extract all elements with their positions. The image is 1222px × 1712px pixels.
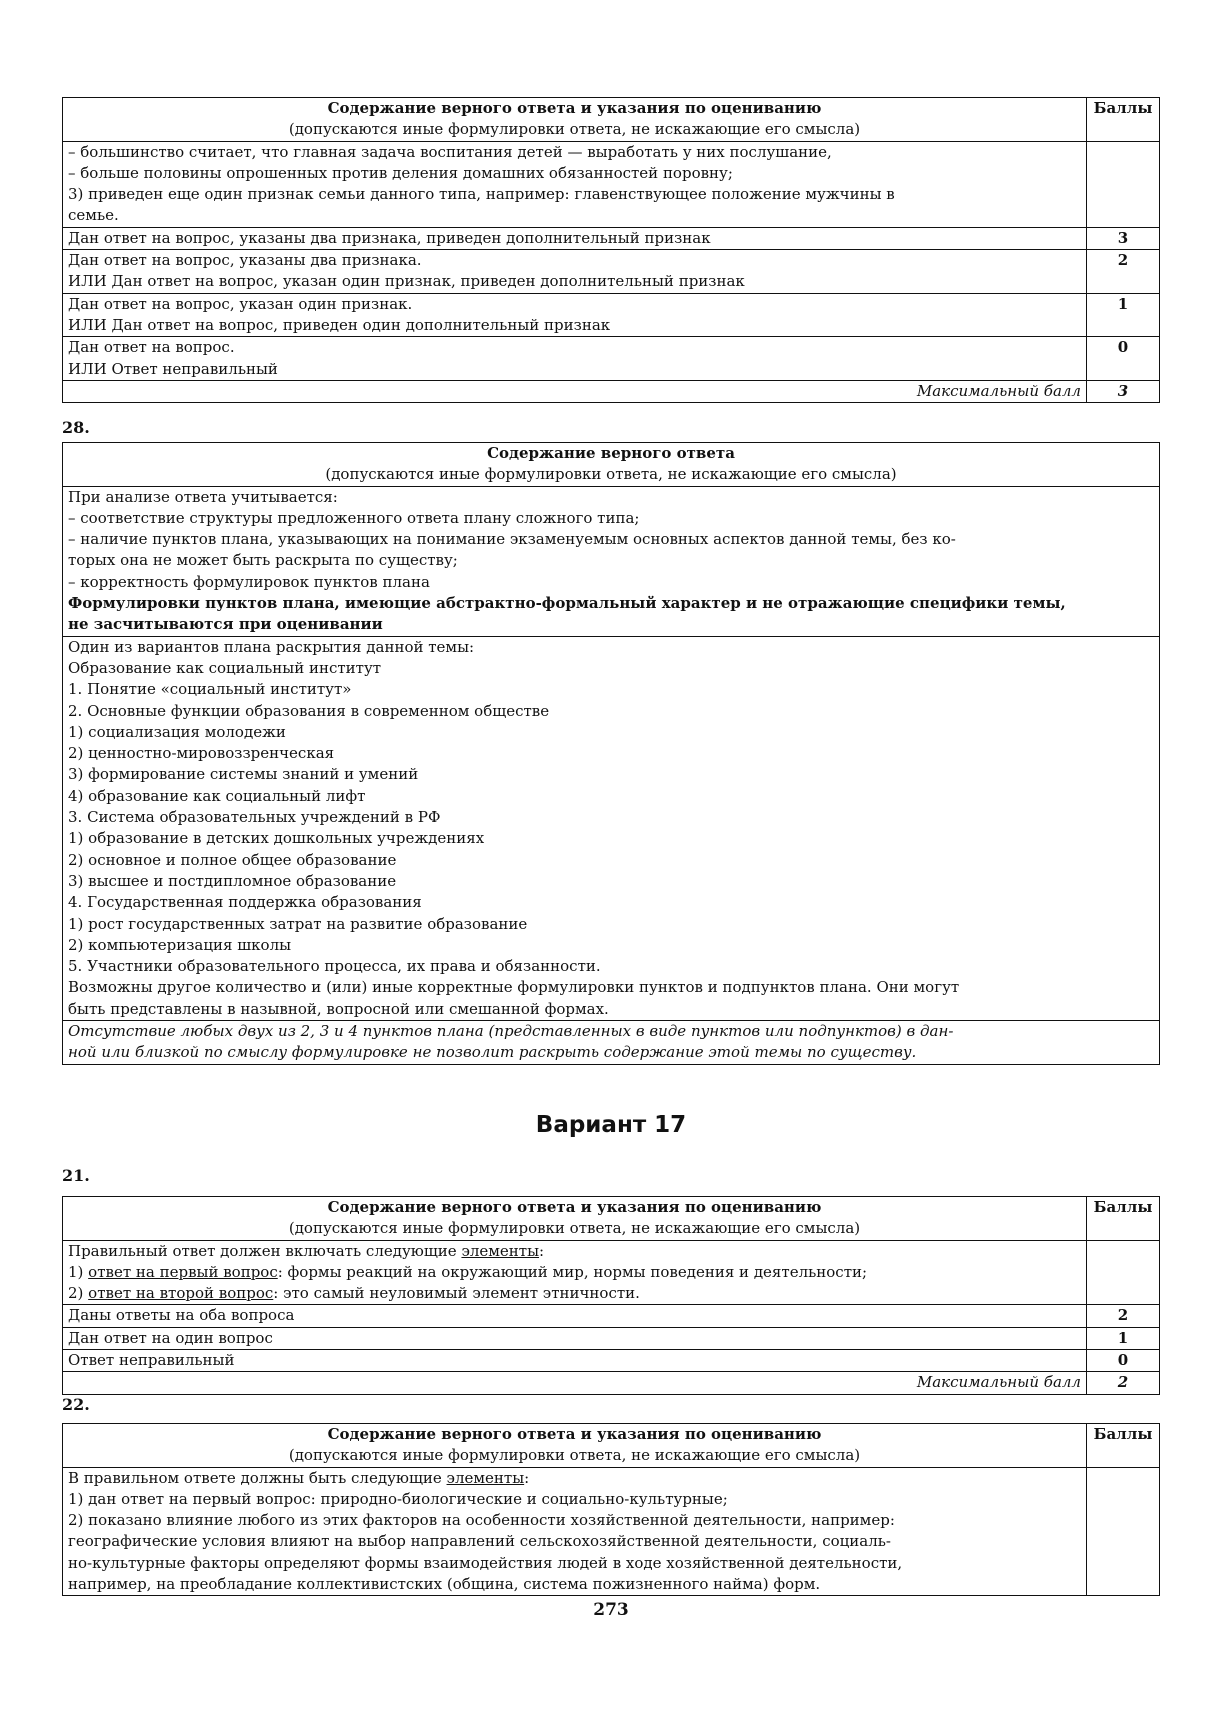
content-line: быть представлены в назывной, вопросной или смешанной формах.	[68, 999, 609, 1018]
max-score-label: Максимальный балл	[63, 1372, 1087, 1394]
content-line: Дан ответ на вопрос, указаны два признака, приведен дополнительный признак	[68, 228, 711, 247]
text-segment: В правильном ответе должны быть следующие	[68, 1468, 447, 1487]
header-cell	[63, 98, 1087, 142]
table-header-row	[63, 1197, 1160, 1241]
content-cell	[63, 227, 1087, 249]
content-line: например, на преобладание коллективистских (община, система пожизненного найма) форм.	[68, 1575, 821, 1594]
task-number-22: 22.	[62, 1395, 90, 1414]
header-title: Содержание верного ответа и указания по оцениванию	[327, 1425, 822, 1443]
table-row	[63, 141, 1160, 227]
table-header-row	[63, 443, 1160, 487]
content-line	[68, 1283, 1081, 1304]
scoring-table	[62, 1196, 1160, 1395]
content-cell	[63, 1240, 1087, 1305]
content-line: Дан ответ на один вопрос	[68, 1328, 273, 1347]
text-segment: :	[524, 1468, 530, 1487]
header-subtitle: (допускаются иные формулировки ответа, не искажающие его смысла)	[288, 1446, 861, 1465]
header-title: Содержание верного ответа и указания по оцениванию	[327, 1198, 822, 1216]
table-header-row	[63, 1424, 1160, 1468]
content-line: Дан ответ на вопрос, указан один признак.	[68, 294, 413, 313]
content-line: 3) приведен еще один признак семьи данного типа, например: главенствующее положение мужчины в	[68, 185, 895, 204]
content-line: Дан ответ на вопрос, указаны два признака.	[68, 251, 422, 270]
max-score-row	[63, 380, 1160, 402]
content-line: 5. Участники образовательного процесса, их права и обязанности.	[68, 957, 601, 976]
points-cell	[1087, 1240, 1160, 1305]
header-subtitle: (допускаются иные формулировки ответа, не искажающие его смысла)	[325, 465, 897, 484]
content-line: Один из вариантов плана раскрытия данной темы:	[68, 637, 475, 656]
task-number-21: 21.	[62, 1166, 90, 1185]
content-line: ИЛИ Дан ответ на вопрос, приведен один дополнительный признак	[68, 315, 611, 334]
content-line: но-культурные факторы определяют формы взаимодействия людей в ходе хозяйственной деятельности,	[68, 1553, 903, 1572]
table-row	[63, 1305, 1160, 1327]
content-line: ной или близкой по смыслу формулировке не позволит раскрыть содержание этой темы по существу.	[68, 1043, 917, 1062]
content-cell	[63, 1350, 1087, 1372]
content-cell	[63, 1327, 1087, 1349]
header-subtitle: (допускаются иные формулировки ответа, не искажающие его смысла)	[288, 120, 861, 139]
content-line: – соответствие структуры предложенного ответа плану сложного типа;	[68, 508, 640, 527]
content-cell	[63, 293, 1087, 337]
content-cell	[63, 250, 1087, 294]
table-header-row	[63, 98, 1160, 142]
content-cell	[63, 337, 1087, 381]
content-line: – корректность формулировок пунктов плана	[68, 572, 430, 591]
table-row	[63, 227, 1160, 249]
table-row	[63, 293, 1160, 337]
content-cell	[63, 1021, 1160, 1065]
content-line: Отсутствие любых двух из 2, 3 и 4 пунктов плана (представленных в виде пунктов или подпунктов) в дан-	[68, 1022, 954, 1041]
content-line: 3) высшее и постдипломное образование	[68, 871, 397, 890]
points-column-header: Баллы	[1087, 1197, 1160, 1241]
table-row	[63, 1240, 1160, 1305]
max-score-value: 2	[1087, 1372, 1160, 1394]
content-line: Дан ответ на вопрос.	[68, 338, 235, 357]
content-line: 2) основное и полное общее образование	[68, 850, 397, 869]
text-segment: 2)	[68, 1284, 89, 1303]
content-cell	[63, 1467, 1087, 1596]
content-line: 1) рост государственных затрат на развитие образование	[68, 914, 528, 933]
content-line: ИЛИ Ответ неправильный	[68, 359, 278, 378]
header-title: Содержание верного ответа и указания по оцениванию	[327, 99, 822, 117]
content-line: 1) образование в детских дошкольных учреждениях	[68, 829, 485, 848]
header-subtitle: (допускаются иные формулировки ответа, не искажающие его смысла)	[288, 1219, 861, 1238]
underlined-text: ответ на первый вопрос	[88, 1262, 278, 1281]
content-line: 4) образование как социальный лифт	[68, 786, 366, 805]
content-line: 3) формирование системы знаний и умений	[68, 765, 419, 784]
table-row	[63, 486, 1160, 636]
content-line: Даны ответы на оба вопроса	[68, 1306, 295, 1325]
table-row	[63, 337, 1160, 381]
scoring-table	[62, 442, 1160, 1065]
content-line: При анализе ответа учитывается:	[68, 487, 338, 506]
points-cell: 1	[1087, 1327, 1160, 1349]
content-line: Возможны другое количество и (или) иные корректные формулировки пунктов и подпунктов плана. Они могут	[68, 978, 960, 997]
text-segment: :	[539, 1241, 545, 1260]
content-cell	[63, 636, 1160, 1020]
points-cell: 2	[1087, 1305, 1160, 1327]
content-line	[68, 1468, 1081, 1489]
scoring-table	[62, 97, 1160, 403]
underlined-text: элементы	[461, 1241, 540, 1260]
underlined-text: ответ на второй вопрос	[88, 1284, 274, 1303]
content-cell	[63, 486, 1160, 636]
content-line: географические условия влияют на выбор направлений сельскохозяйственной деятельности, социаль-	[68, 1532, 891, 1551]
table-row	[63, 1350, 1160, 1372]
content-line: торых она не может быть раскрыта по существу;	[68, 551, 458, 570]
content-cell	[63, 141, 1087, 227]
content-line: ИЛИ Дан ответ на вопрос, указан один признак, приведен дополнительный признак	[68, 272, 745, 291]
task-number-28: 28.	[62, 418, 90, 437]
text-segment: : формы реакций на окружающий мир, нормы поведения и деятельности;	[277, 1262, 868, 1281]
text-segment: : это самый неуловимый элемент этничности.	[273, 1284, 640, 1303]
content-cell	[63, 1305, 1087, 1327]
points-cell	[1087, 141, 1160, 227]
content-line: 2) ценностно-мировоззренческая	[68, 744, 335, 763]
points-cell: 0	[1087, 337, 1160, 381]
points-cell: 1	[1087, 293, 1160, 337]
bold-note-line: не засчитываются при оценивании	[68, 615, 383, 634]
header-cell	[63, 443, 1160, 487]
bold-note-line: Формулировки пунктов плана, имеющие абстрактно-формальный характер и не отражающие специфики темы,	[68, 594, 1066, 613]
scoring-table	[62, 1423, 1160, 1596]
points-cell	[1087, 1467, 1160, 1596]
variant-heading: Вариант 17	[535, 1112, 687, 1138]
max-score-value: 3	[1087, 380, 1160, 402]
content-line: 2. Основные функции образования в современном обществе	[68, 701, 550, 720]
table-row	[63, 1327, 1160, 1349]
content-line: 1) социализация молодежи	[68, 722, 286, 741]
page-number: 273	[593, 1600, 629, 1620]
text-segment: 1)	[68, 1262, 89, 1281]
max-score-row	[63, 1372, 1160, 1394]
header-title: Содержание верного ответа	[487, 444, 735, 462]
table-row	[63, 636, 1160, 1020]
content-line: – больше половины опрошенных против деления домашних обязанностей поровну;	[68, 163, 733, 182]
table-row	[63, 250, 1160, 294]
content-line	[68, 1262, 1081, 1283]
points-column-header: Баллы	[1087, 1424, 1160, 1468]
points-cell: 3	[1087, 227, 1160, 249]
content-line: – большинство считает, что главная задача воспитания детей — выработать у них послушание,	[68, 142, 832, 161]
content-line: Ответ неправильный	[68, 1351, 235, 1370]
content-line: 2) компьютеризация школы	[68, 935, 292, 954]
content-line: Образование как социальный институт	[68, 658, 382, 677]
header-cell	[63, 1424, 1087, 1468]
text-segment: Правильный ответ должен включать следующие	[68, 1241, 462, 1260]
content-line: 4. Государственная поддержка образования	[68, 893, 422, 912]
content-line: 1) дан ответ на первый вопрос: природно-биологические и социально-культурные;	[68, 1489, 728, 1508]
content-line: 2) показано влияние любого из этих факторов на особенности хозяйственной деятельности, например:	[68, 1511, 895, 1530]
header-cell	[63, 1197, 1087, 1241]
points-cell: 0	[1087, 1350, 1160, 1372]
content-line: 1. Понятие «социальный институт»	[68, 680, 352, 699]
content-line: семье.	[68, 206, 119, 225]
points-column-header: Баллы	[1087, 98, 1160, 142]
points-cell: 2	[1087, 250, 1160, 294]
underlined-text: элементы	[446, 1468, 525, 1487]
table-row	[63, 1021, 1160, 1065]
content-line: 3. Система образовательных учреждений в РФ	[68, 808, 441, 827]
max-score-label: Максимальный балл	[63, 380, 1087, 402]
content-line	[68, 1241, 1081, 1262]
table-row	[63, 1467, 1160, 1596]
content-line: – наличие пунктов плана, указывающих на понимание экзаменуемым основных аспектов данной темы, без ко-	[68, 530, 956, 549]
